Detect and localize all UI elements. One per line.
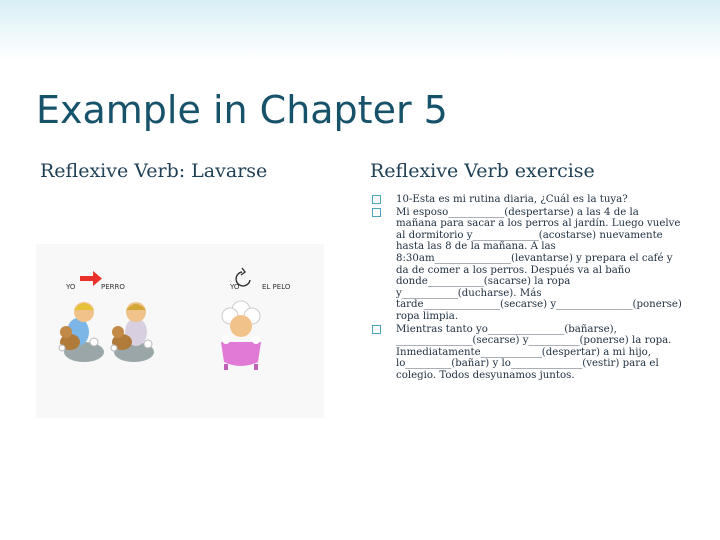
header-band	[0, 0, 720, 60]
bullet-box-icon	[372, 208, 381, 217]
arrow-right-icon	[80, 271, 102, 286]
exercise-item	[372, 194, 682, 206]
bullet-box-icon	[372, 325, 381, 334]
label-perro: PERRO	[101, 283, 125, 291]
lavarse-illustration	[36, 244, 324, 418]
slide-title: Example in Chapter 5	[36, 88, 448, 132]
exercise-item	[372, 324, 682, 382]
exercise-list	[372, 194, 682, 383]
exercise-item-text: 10-Esta es mi rutina diaria, ¿Cuál es la tuya?	[396, 194, 628, 205]
exercise-item-text: Mi esposo___________(despertarse) a las 4 de la mañana para sacar a los perros al jardín. Luego vuelve al dormitorio y_____________(acostarse) nuevamente hasta las 8 de la mañana. A las 8:30am_______________(levantarse) y prepara el café y da de comer a los perros. Después va al baño donde___________(sacarse) la ropa y___________(ducharse). Más tarde_______________(secarse) y_______________(ponerse) ropa limpia.	[396, 206, 682, 322]
right-heading: Reflexive Verb exercise	[370, 160, 595, 182]
bathtub-icon	[221, 301, 261, 370]
exercise-item-text: Mientras tanto yo_______________(bañarse), _______________(secarse) y__________(ponerse) la ropa. Inmediatamente____________(despertar) a mi hijo, lo_________(bañar) y lo______________(vestir) para el colegio. Todos desyunamos juntos.	[396, 323, 672, 381]
reflexive-arrow-icon	[236, 268, 250, 286]
illustration-drawings	[36, 244, 324, 418]
label-yo-2: YO	[230, 283, 240, 291]
exercise-item	[372, 207, 682, 323]
left-heading: Reflexive Verb: Lavarse	[40, 160, 268, 182]
label-yo-1: YO	[66, 283, 76, 291]
person-washing-dog-icon	[59, 302, 104, 362]
label-el-pelo: EL PELO	[262, 283, 291, 291]
person-washing-dog-icon	[111, 302, 154, 362]
bullet-box-icon	[372, 195, 381, 204]
